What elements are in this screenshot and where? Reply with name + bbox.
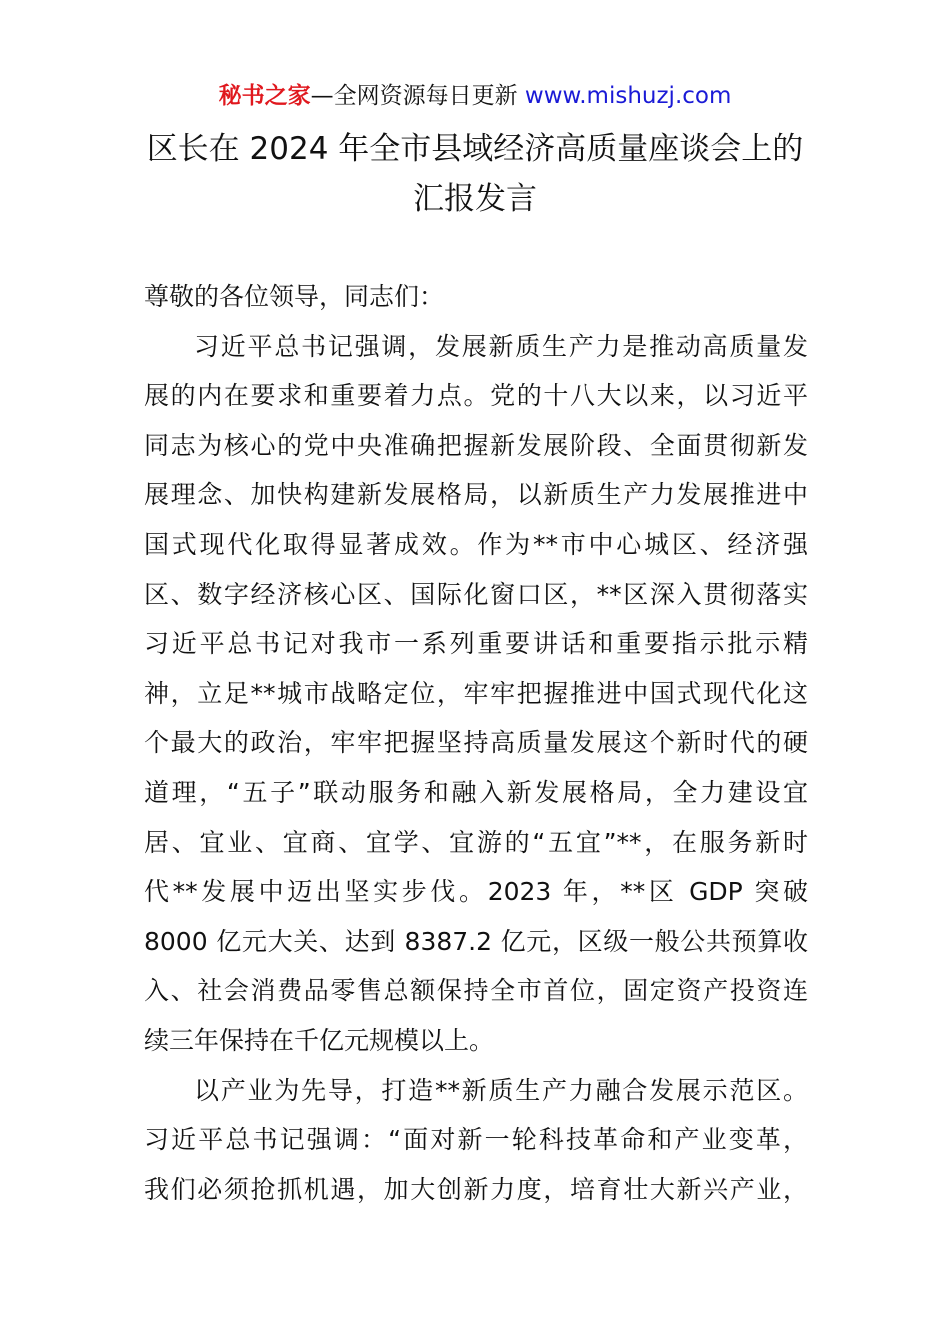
paragraph-2 [144, 1066, 808, 1215]
text-line: 我们必须抢抓机遇，加大创新力度，培育壮大新兴产业， [144, 1174, 808, 1204]
document-title [100, 124, 850, 224]
text-line: 入、社会消费品零售总额保持全市首位，固定资产投资连 [144, 976, 808, 1006]
title-line: 区长在 2024 年全市县域经济高质量座谈会上的 [146, 131, 804, 167]
text-line: 续三年保持在千亿元规模以上。 [144, 1025, 495, 1055]
brand-name: 秘书之家 [218, 83, 311, 109]
text-line: 展理念、加快构建新发展格局，以新质生产力发展推进中 [144, 480, 808, 510]
text-line: 个最大的政治，牢牢把握坚持高质量发展这个新时代的硬 [144, 728, 808, 758]
banner-tagline: —全网资源每日更新 [310, 83, 525, 109]
text-line: 习近平总书记对我市一系列重要讲话和重要指示批示精 [144, 629, 808, 659]
text-line: 同志为核心的党中央准确把握新发展阶段、全面贯彻新发 [144, 430, 808, 460]
site-banner [0, 78, 950, 114]
text-line: 道理，“五子”联动服务和融入新发展格局，全力建设宜 [144, 777, 808, 807]
text-line: 神，立足**城市战略定位，牢牢把握推进中国式现代化这 [144, 678, 808, 708]
text-line: 代**发展中迈出坚实步伐。2023 年，**区 GDP 突破 [144, 877, 808, 907]
text-line: 习近平总书记强调，发展新质生产力是推动高质量发 [194, 331, 808, 361]
document-body [144, 272, 808, 1214]
text-line: 区、数字经济核心区、国际化窗口区，**区深入贯彻落实 [144, 579, 808, 609]
paragraph-1 [144, 322, 808, 1066]
text-line: 展的内在要求和重要着力点。党的十八大以来，以习近平 [144, 381, 808, 411]
text-line: 习近平总书记强调：“面对新一轮科技革命和产业变革， [144, 1125, 808, 1155]
text-line: 居、宜业、宜商、宜学、宜游的“五宜”**，在服务新时 [144, 827, 808, 857]
text-line: 8000 亿元大关、达到 8387.2 亿元，区级一般公共预算收 [144, 926, 808, 956]
salutation: 尊敬的各位领导，同志们： [144, 282, 445, 311]
title-line: 汇报发言 [413, 181, 537, 217]
site-url[interactable]: www.mishuzj.com [524, 83, 732, 109]
text-line: 国式现代化取得显著成效。作为**市中心城区、经济强 [144, 529, 808, 559]
text-line: 以产业为先导，打造**新质生产力融合发展示范区。 [194, 1075, 808, 1105]
